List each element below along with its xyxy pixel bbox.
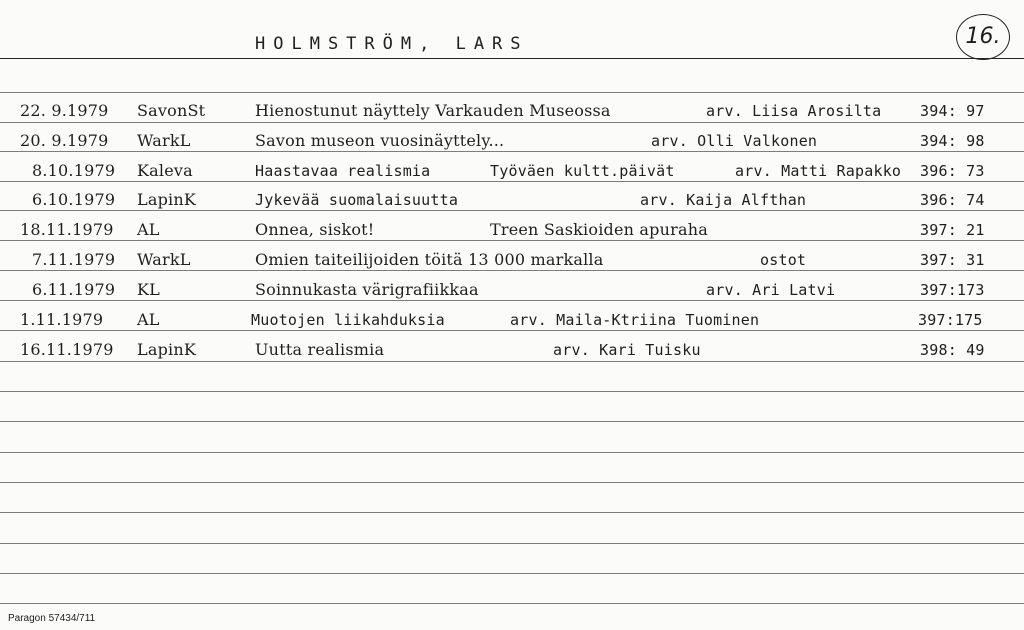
ruled-line xyxy=(0,92,1024,93)
ruled-line xyxy=(0,300,1024,301)
entry-date: 8.10.1979 xyxy=(32,161,116,180)
entry-ref: 398: 49 xyxy=(920,341,985,359)
entry-ref: 394: 98 xyxy=(920,132,985,150)
entry-ref: 397:175 xyxy=(918,311,983,329)
entry-ref: 397:173 xyxy=(920,281,985,299)
entry-source: WarkL xyxy=(137,131,191,150)
ruled-line xyxy=(0,543,1024,544)
ruled-line xyxy=(0,421,1024,422)
entry-source: KL xyxy=(137,280,160,299)
entry-ref: 394: 97 xyxy=(920,102,985,120)
entry-source: SavonSt xyxy=(137,101,206,120)
entry-date: 16.11.1979 xyxy=(20,340,114,359)
ruled-line xyxy=(0,482,1024,483)
ruled-line xyxy=(0,270,1024,271)
entry-date: 1.11.1979 xyxy=(20,310,104,329)
entry-note: Treen Saskioiden apuraha xyxy=(490,220,708,239)
entry-title: Savon museon vuosinäyttely... xyxy=(255,131,505,150)
entry-reviewer: ostot xyxy=(760,251,807,269)
entry-reviewer: arv. Liisa Arosilta xyxy=(706,102,882,120)
entry-title: Uutta realismia xyxy=(255,340,385,359)
entry-reviewer: arv. Ari Latvi xyxy=(706,281,836,299)
ruled-line xyxy=(0,181,1024,182)
ruled-line xyxy=(0,391,1024,392)
ruled-line xyxy=(0,452,1024,453)
entry-source: AL xyxy=(137,310,160,329)
entry-note: arv. Maila-Ktriina Tuominen xyxy=(510,311,760,329)
ruled-line xyxy=(0,151,1024,152)
entry-date: 22. 9.1979 xyxy=(20,101,109,120)
entry-date: 6.11.1979 xyxy=(32,280,116,299)
card-number-badge: 16. xyxy=(956,14,1010,60)
entry-title: Soinnukasta värigrafiikkaa xyxy=(255,280,479,299)
entry-date: 6.10.1979 xyxy=(32,190,116,209)
ruled-line xyxy=(0,573,1024,574)
entry-title: Omien taiteilijoiden töitä 13 000 markalla xyxy=(255,250,604,269)
ruled-line xyxy=(0,512,1024,513)
entry-title: Haastavaa realismia xyxy=(255,162,431,180)
entry-title: Muotojen liikahduksia xyxy=(251,311,445,329)
ruled-line xyxy=(0,330,1024,331)
ruled-line xyxy=(0,361,1024,362)
entry-date: 7.11.1979 xyxy=(32,250,116,269)
entry-ref: 397: 21 xyxy=(920,221,985,239)
entry-source: AL xyxy=(137,220,160,239)
entry-title: Jykevää suomalaisuutta xyxy=(255,191,459,209)
entry-source: Kaleva xyxy=(137,161,193,180)
entry-title: Onnea, siskot! xyxy=(255,220,375,239)
entry-reviewer: arv. Olli Valkonen xyxy=(651,132,818,150)
ruled-line xyxy=(0,240,1024,241)
entry-ref: 397: 31 xyxy=(920,251,985,269)
entry-reviewer: arv. Matti Rapakko xyxy=(735,162,902,180)
entry-date: 20. 9.1979 xyxy=(20,131,109,150)
ruled-line xyxy=(0,210,1024,211)
entry-source: LapinK xyxy=(137,340,196,359)
footer-print-code: Paragon 57434/711 xyxy=(8,613,96,624)
entry-title: Hienostunut näyttely Varkauden Museossa xyxy=(255,101,611,120)
entry-source: LapinK xyxy=(137,190,196,209)
entry-ref: 396: 73 xyxy=(920,162,985,180)
entry-reviewer: arv. Kaija Alfthan xyxy=(640,191,807,209)
entry-date: 18.11.1979 xyxy=(20,220,114,239)
entry-ref: 396: 74 xyxy=(920,191,985,209)
header-rule xyxy=(0,58,1024,59)
entry-note: Työväen kultt.päivät xyxy=(490,162,675,180)
card-title: HOLMSTRÖM, LARS xyxy=(255,34,529,54)
entry-reviewer: arv. Kari Tuisku xyxy=(553,341,701,359)
ruled-line xyxy=(0,122,1024,123)
entry-source: WarkL xyxy=(137,250,191,269)
ruled-line xyxy=(0,603,1024,604)
